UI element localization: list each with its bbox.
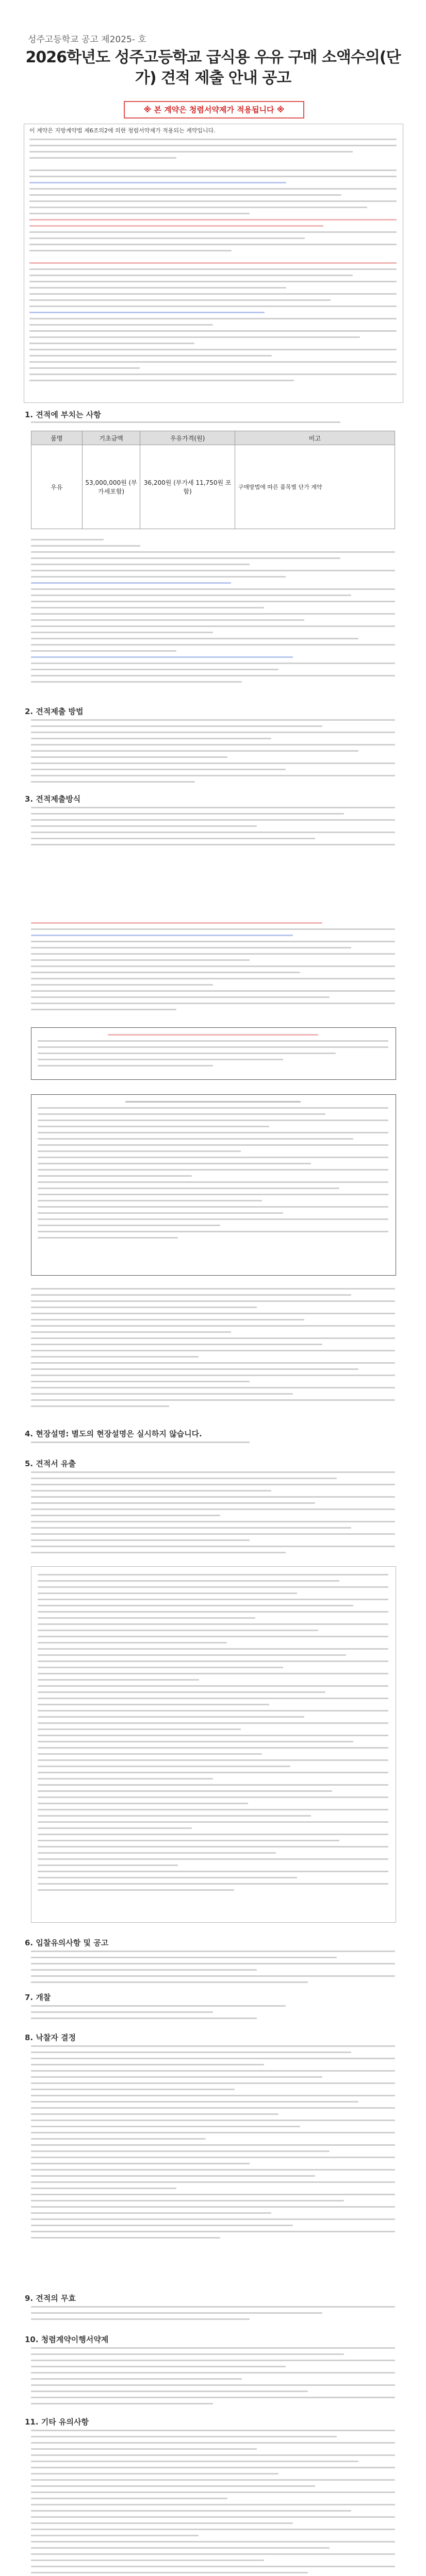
- section-10-title: 10. 청렴계약이행서약제: [25, 2335, 109, 2344]
- col-base: 기초금액: [82, 431, 140, 445]
- bid-table: [31, 431, 395, 529]
- cell-note: 구매방법에 따른 품목별 단가 계약: [235, 445, 395, 529]
- section-3-title: 3. 견적제출방식: [25, 794, 81, 804]
- col-item: 품명: [31, 431, 83, 445]
- section-9-title: 9. 견적의 무효: [25, 2294, 76, 2303]
- warning-box: [31, 1027, 396, 1080]
- intro-text: 이 계약은 지방계약법 제6조의2에 의한 청렴서약제가 적용되는 계약입니다.: [29, 127, 216, 134]
- col-price: 우유가격(원): [140, 431, 235, 445]
- section-4-title: 4. 현장설명: 별도의 현장설명은 실시하지 않습니다.: [25, 1429, 202, 1438]
- section-6-title: 6. 입찰유의사항 및 공고: [25, 1938, 109, 1947]
- page-title: 2026학년도 성주고등학교 급식용 우유 구매 소액수의(단가) 견적 제출 안내 공고: [25, 48, 401, 87]
- section-1-title: 1. 견적에 부치는 사항: [25, 410, 101, 419]
- col-note: 비고: [235, 431, 395, 445]
- section-8-title: 8. 낙찰자 결정: [25, 2033, 76, 2042]
- cell-price: 36,200원 (부가세 11,750원 포함): [140, 445, 235, 529]
- cell-item: 우유: [31, 445, 83, 529]
- section-11-title: 11. 기타 유의사항: [25, 2417, 89, 2427]
- submission-box: [31, 1094, 396, 1276]
- document-number: 성주고등학교 공고 제2025- 호: [28, 35, 146, 45]
- section-2-title: 2. 견적제출 방법: [25, 707, 84, 716]
- section-5-title: 5. 견적서 유출: [25, 1459, 76, 1468]
- section-7-title: 7. 개찰: [25, 1993, 51, 2002]
- integrity-notice: ※ 본 계약은 청렴서약제가 적용됩니다 ※: [124, 101, 304, 118]
- cell-base: 53,000,000원 (부가세포함): [82, 445, 140, 529]
- clauses-box: [31, 1566, 396, 1923]
- intro-box: [24, 124, 403, 403]
